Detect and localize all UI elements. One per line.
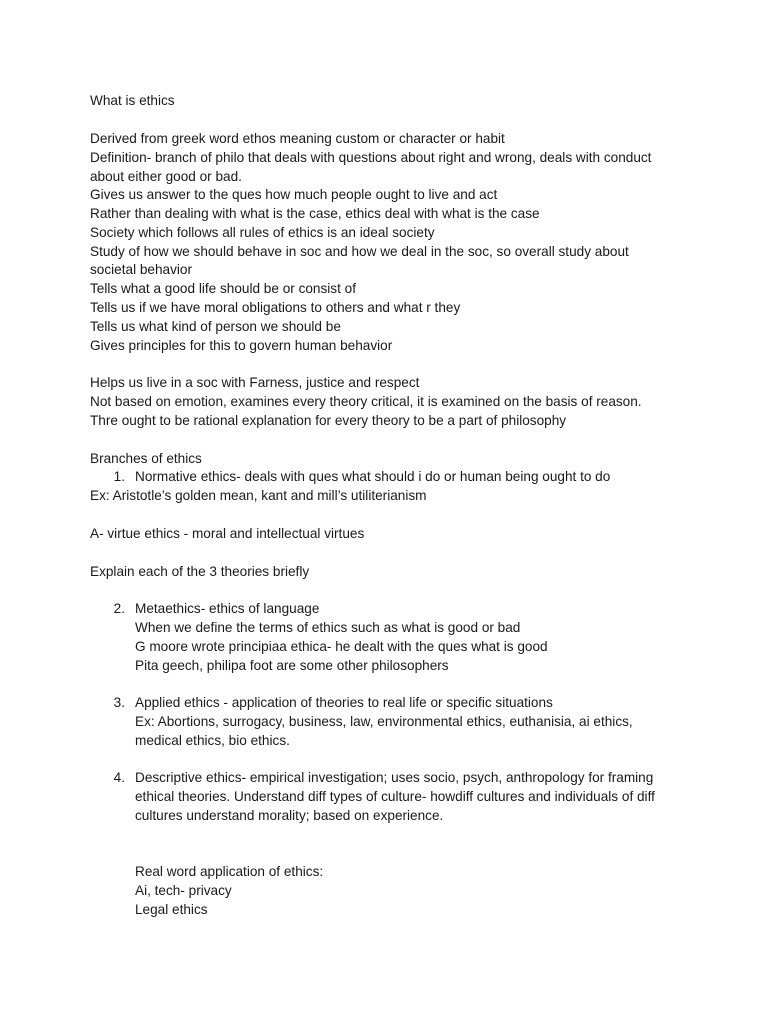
virtue-ethics-note: A- virtue ethics - moral and intellectual virtues [90, 526, 365, 541]
real-world-item-1: Ai, tech- privacy [135, 883, 232, 898]
real-world-heading: Real word application of ethics: [135, 864, 324, 879]
intro-line-7: Study of how we should behave in soc and how we deal in the soc, so overall study about [90, 244, 629, 259]
intro-line-11: Tells us what kind of person we should be [90, 319, 341, 334]
intro-line-9: Tells what a good life should be or consist of [90, 281, 356, 296]
intro-line-5: Rather than dealing with what is the case, ethics deal with what is the case [90, 206, 540, 221]
branch-3-line-3: medical ethics, bio ethics. [135, 733, 290, 748]
branch-4-line-3: cultures understand morality; based on experience. [135, 808, 444, 823]
intro-line-3: about either good or bad. [90, 169, 242, 184]
list-number-1: 1. [113, 469, 125, 484]
branches-heading: Branches of ethics [90, 451, 202, 466]
branch-4-line-2: ethical theories. Understand diff types of culture- howdiff cultures and individuals of diff [135, 789, 655, 804]
intro-line-4: Gives us answer to the ques how much people ought to live and act [90, 187, 498, 202]
branch-3-line-2: Ex: Abortions, surrogacy, business, law, environmental ethics, euthanisia, ai ethics, [135, 714, 633, 729]
list-number-3: 3. [113, 695, 125, 710]
intro-line-10: Tells us if we have moral obligations to others and what r they [90, 300, 461, 315]
branch-2-line-3: G moore wrote principiaa ethica- he dealt with the ques what is good [135, 639, 548, 654]
branch-1-example: Ex: Aristotle’s golden mean, kant and mill’s utiliterianism [90, 488, 427, 503]
intro-line-2: Definition- branch of philo that deals with questions about right and wrong, deals with conduct [90, 150, 652, 165]
purpose-line-3: Thre ought to be rational explanation for every theory to be a part of philosophy [90, 413, 567, 428]
intro-line-8: societal behavior [90, 262, 193, 277]
branch-1-text: Normative ethics- deals with ques what should i do or human being ought to do [135, 469, 611, 484]
branch-3-line-1: Applied ethics - application of theories to real life or specific situations [135, 695, 553, 710]
purpose-line-2: Not based on emotion, examines every theory critical, it is examined on the basis of reason. [90, 394, 642, 409]
list-number-4: 4. [113, 770, 125, 785]
intro-line-1: Derived from greek word ethos meaning custom or character or habit [90, 131, 505, 146]
intro-line-6: Society which follows all rules of ethics is an ideal society [90, 225, 435, 240]
explain-note: Explain each of the 3 theories briefly [90, 564, 310, 579]
branch-2-line-1: Metaethics- ethics of language [135, 601, 320, 616]
branch-2-line-4: Pita geech, philipa foot are some other philosophers [135, 658, 449, 673]
branch-2-line-2: When we define the terms of ethics such as what is good or bad [135, 620, 521, 635]
intro-line-12: Gives principles for this to govern human behavior [90, 338, 393, 353]
purpose-line-1: Helps us live in a soc with Farness, justice and respect [90, 375, 420, 390]
document-title: What is ethics [90, 93, 175, 108]
real-world-item-2: Legal ethics [135, 902, 208, 917]
branch-4-line-1: Descriptive ethics- empirical investigation; uses socio, psych, anthropology for framing [135, 770, 654, 785]
list-number-2: 2. [113, 601, 125, 616]
